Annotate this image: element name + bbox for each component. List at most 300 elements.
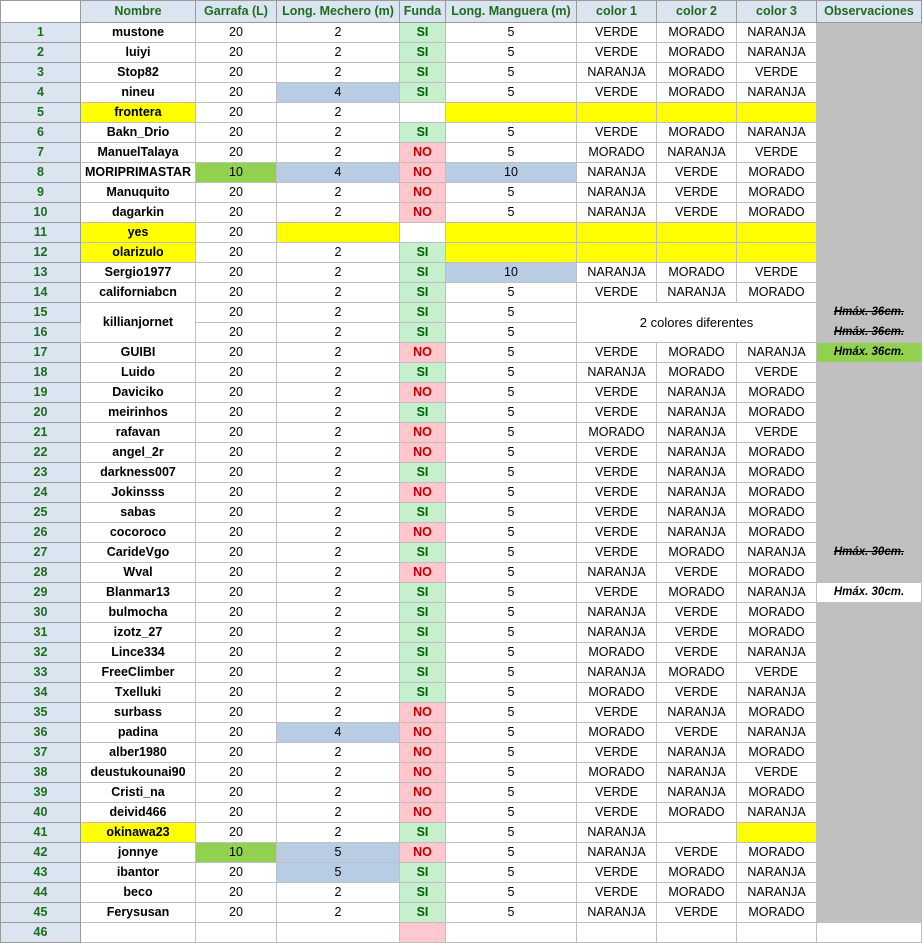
color2-cell[interactable]: VERDE [657, 843, 737, 863]
row-number[interactable]: 12 [1, 243, 81, 263]
funda-cell[interactable]: NO [400, 343, 446, 363]
color3-cell[interactable]: MORADO [737, 743, 817, 763]
color1-cell[interactable] [577, 923, 657, 943]
name-cell[interactable]: killianjornet [81, 303, 196, 343]
color3-cell[interactable]: NARANJA [737, 883, 817, 903]
color1-cell[interactable]: VERDE [577, 583, 657, 603]
color2-cell[interactable]: VERDE [657, 163, 737, 183]
name-cell[interactable]: darkness007 [81, 463, 196, 483]
color1-cell[interactable]: VERDE [577, 883, 657, 903]
row-number[interactable]: 40 [1, 803, 81, 823]
observaciones-cell[interactable] [817, 923, 922, 943]
row-number[interactable]: 22 [1, 443, 81, 463]
color2-cell[interactable]: VERDE [657, 723, 737, 743]
mechero-cell[interactable]: 2 [277, 523, 400, 543]
manguera-cell[interactable] [446, 243, 577, 263]
color3-cell[interactable]: MORADO [737, 523, 817, 543]
row-number[interactable]: 31 [1, 623, 81, 643]
garrafa-cell[interactable]: 20 [196, 243, 277, 263]
name-cell[interactable]: Stop82 [81, 63, 196, 83]
manguera-cell[interactable] [446, 223, 577, 243]
color1-cell[interactable]: MORADO [577, 723, 657, 743]
funda-cell[interactable]: NO [400, 783, 446, 803]
color3-cell[interactable]: MORADO [737, 703, 817, 723]
color3-cell[interactable]: MORADO [737, 603, 817, 623]
color2-cell[interactable]: VERDE [657, 623, 737, 643]
color2-cell[interactable]: MORADO [657, 803, 737, 823]
observaciones-cell[interactable] [817, 183, 922, 203]
garrafa-cell[interactable]: 20 [196, 203, 277, 223]
header-manguera[interactable]: Long. Manguera (m) [446, 1, 577, 23]
color3-cell[interactable]: NARANJA [737, 343, 817, 363]
funda-cell[interactable]: NO [400, 523, 446, 543]
color1-cell[interactable]: NARANJA [577, 603, 657, 623]
color1-cell[interactable]: VERDE [577, 283, 657, 303]
color2-cell[interactable]: MORADO [657, 883, 737, 903]
color3-cell[interactable]: MORADO [737, 383, 817, 403]
manguera-cell[interactable]: 5 [446, 623, 577, 643]
observaciones-cell[interactable] [817, 603, 922, 623]
name-cell[interactable]: padina [81, 723, 196, 743]
manguera-cell[interactable]: 5 [446, 763, 577, 783]
header-funda[interactable]: Funda [400, 1, 446, 23]
observaciones-cell[interactable] [817, 163, 922, 183]
color1-cell[interactable]: VERDE [577, 483, 657, 503]
manguera-cell[interactable]: 5 [446, 383, 577, 403]
color3-cell[interactable]: NARANJA [737, 723, 817, 743]
manguera-cell[interactable]: 5 [446, 463, 577, 483]
funda-cell[interactable]: NO [400, 703, 446, 723]
row-number[interactable]: 21 [1, 423, 81, 443]
color3-cell[interactable] [737, 823, 817, 843]
observaciones-cell[interactable] [817, 503, 922, 523]
observaciones-cell[interactable] [817, 403, 922, 423]
observaciones-cell[interactable] [817, 203, 922, 223]
observaciones-cell[interactable]: Hmáx. 36cm. [817, 323, 922, 343]
row-number[interactable]: 36 [1, 723, 81, 743]
row-number[interactable]: 35 [1, 703, 81, 723]
color1-cell[interactable]: VERDE [577, 403, 657, 423]
observaciones-cell[interactable] [817, 263, 922, 283]
color3-cell[interactable]: VERDE [737, 263, 817, 283]
mechero-cell[interactable]: 2 [277, 883, 400, 903]
manguera-cell[interactable]: 5 [446, 443, 577, 463]
funda-cell[interactable]: SI [400, 363, 446, 383]
manguera-cell[interactable]: 5 [446, 843, 577, 863]
funda-cell[interactable]: SI [400, 243, 446, 263]
observaciones-cell[interactable] [817, 563, 922, 583]
name-cell[interactable]: nineu [81, 83, 196, 103]
color1-cell[interactable]: NARANJA [577, 363, 657, 383]
mechero-cell[interactable]: 4 [277, 83, 400, 103]
color3-cell[interactable]: NARANJA [737, 583, 817, 603]
name-cell[interactable]: Txelluki [81, 683, 196, 703]
mechero-cell[interactable]: 5 [277, 843, 400, 863]
garrafa-cell[interactable]: 20 [196, 883, 277, 903]
funda-cell[interactable] [400, 223, 446, 243]
mechero-cell[interactable]: 2 [277, 903, 400, 923]
garrafa-cell[interactable]: 20 [196, 623, 277, 643]
header-nombre[interactable]: Nombre [81, 1, 196, 23]
color1-cell[interactable] [577, 243, 657, 263]
name-cell[interactable]: MORIPRIMASTAR [81, 163, 196, 183]
observaciones-cell[interactable] [817, 843, 922, 863]
row-number[interactable]: 34 [1, 683, 81, 703]
funda-cell[interactable] [400, 923, 446, 943]
garrafa-cell[interactable]: 20 [196, 263, 277, 283]
garrafa-cell[interactable]: 20 [196, 503, 277, 523]
funda-cell[interactable]: NO [400, 423, 446, 443]
color2-cell[interactable]: MORADO [657, 663, 737, 683]
mechero-cell[interactable]: 2 [277, 363, 400, 383]
funda-cell[interactable]: SI [400, 683, 446, 703]
name-cell[interactable]: mustone [81, 23, 196, 43]
color2-cell[interactable]: VERDE [657, 563, 737, 583]
color1-cell[interactable]: VERDE [577, 743, 657, 763]
color3-cell[interactable]: NARANJA [737, 543, 817, 563]
name-cell[interactable]: surbass [81, 703, 196, 723]
color1-cell[interactable]: VERDE [577, 43, 657, 63]
observaciones-cell[interactable] [817, 143, 922, 163]
color1-cell[interactable]: NARANJA [577, 63, 657, 83]
garrafa-cell[interactable]: 20 [196, 63, 277, 83]
color1-cell[interactable]: VERDE [577, 443, 657, 463]
manguera-cell[interactable]: 5 [446, 823, 577, 843]
garrafa-cell[interactable]: 20 [196, 803, 277, 823]
row-number[interactable]: 16 [1, 323, 81, 343]
color1-cell[interactable]: VERDE [577, 383, 657, 403]
observaciones-cell[interactable]: Hmáx. 30cm. [817, 543, 922, 563]
funda-cell[interactable]: SI [400, 303, 446, 323]
name-cell[interactable]: izotz_27 [81, 623, 196, 643]
name-cell[interactable]: deivid466 [81, 803, 196, 823]
row-number[interactable]: 29 [1, 583, 81, 603]
row-number[interactable]: 41 [1, 823, 81, 843]
color1-cell[interactable]: VERDE [577, 703, 657, 723]
mechero-cell[interactable]: 2 [277, 103, 400, 123]
color1-cell[interactable]: VERDE [577, 523, 657, 543]
mechero-cell[interactable]: 2 [277, 823, 400, 843]
garrafa-cell[interactable]: 20 [196, 703, 277, 723]
funda-cell[interactable]: SI [400, 603, 446, 623]
color3-cell[interactable]: MORADO [737, 443, 817, 463]
row-number[interactable]: 42 [1, 843, 81, 863]
row-number[interactable]: 44 [1, 883, 81, 903]
color1-cell[interactable]: VERDE [577, 803, 657, 823]
row-number[interactable]: 20 [1, 403, 81, 423]
color2-cell[interactable]: NARANJA [657, 743, 737, 763]
mechero-cell[interactable]: 2 [277, 383, 400, 403]
color1-cell[interactable]: NARANJA [577, 823, 657, 843]
color1-cell[interactable]: VERDE [577, 23, 657, 43]
manguera-cell[interactable]: 5 [446, 783, 577, 803]
color2-cell[interactable]: NARANJA [657, 463, 737, 483]
garrafa-cell[interactable]: 20 [196, 143, 277, 163]
mechero-cell[interactable]: 2 [277, 783, 400, 803]
color3-cell[interactable]: NARANJA [737, 643, 817, 663]
color1-cell[interactable]: VERDE [577, 463, 657, 483]
row-number[interactable]: 30 [1, 603, 81, 623]
observaciones-cell[interactable] [817, 23, 922, 43]
observaciones-cell[interactable] [817, 663, 922, 683]
mechero-cell[interactable]: 2 [277, 63, 400, 83]
observaciones-cell[interactable] [817, 523, 922, 543]
color2-cell[interactable]: VERDE [657, 203, 737, 223]
observaciones-cell[interactable] [817, 783, 922, 803]
name-cell[interactable]: rafavan [81, 423, 196, 443]
observaciones-cell[interactable]: Hmáx. 36cm. [817, 303, 922, 323]
mechero-cell[interactable]: 2 [277, 243, 400, 263]
color3-cell[interactable]: VERDE [737, 363, 817, 383]
observaciones-cell[interactable] [817, 723, 922, 743]
observaciones-cell[interactable] [817, 423, 922, 443]
color3-cell[interactable]: VERDE [737, 663, 817, 683]
color2-cell[interactable]: VERDE [657, 183, 737, 203]
manguera-cell[interactable]: 5 [446, 743, 577, 763]
color2-cell[interactable]: NARANJA [657, 763, 737, 783]
mechero-cell[interactable]: 2 [277, 283, 400, 303]
manguera-cell[interactable]: 5 [446, 903, 577, 923]
name-cell[interactable]: CarideVgo [81, 543, 196, 563]
manguera-cell[interactable] [446, 103, 577, 123]
garrafa-cell[interactable]: 20 [196, 403, 277, 423]
funda-cell[interactable]: NO [400, 143, 446, 163]
funda-cell[interactable]: SI [400, 663, 446, 683]
color2-cell[interactable]: NARANJA [657, 283, 737, 303]
funda-cell[interactable]: SI [400, 83, 446, 103]
mechero-cell[interactable]: 2 [277, 683, 400, 703]
garrafa-cell[interactable]: 20 [196, 183, 277, 203]
manguera-cell[interactable]: 5 [446, 883, 577, 903]
manguera-cell[interactable]: 5 [446, 603, 577, 623]
name-cell[interactable]: olarizulo [81, 243, 196, 263]
garrafa-cell[interactable]: 20 [196, 463, 277, 483]
manguera-cell[interactable]: 5 [446, 483, 577, 503]
mechero-cell[interactable]: 5 [277, 863, 400, 883]
color2-cell[interactable]: VERDE [657, 643, 737, 663]
row-number[interactable]: 13 [1, 263, 81, 283]
name-cell[interactable]: yes [81, 223, 196, 243]
color2-cell[interactable]: NARANJA [657, 503, 737, 523]
color1-cell[interactable]: NARANJA [577, 183, 657, 203]
manguera-cell[interactable]: 5 [446, 583, 577, 603]
mechero-cell[interactable]: 2 [277, 463, 400, 483]
observaciones-cell[interactable] [817, 683, 922, 703]
row-number[interactable]: 26 [1, 523, 81, 543]
garrafa-cell[interactable]: 20 [196, 563, 277, 583]
color1-cell[interactable]: VERDE [577, 83, 657, 103]
manguera-cell[interactable]: 10 [446, 263, 577, 283]
color1-cell[interactable] [577, 223, 657, 243]
color2-cell[interactable]: MORADO [657, 543, 737, 563]
garrafa-cell[interactable]: 20 [196, 43, 277, 63]
observaciones-cell[interactable] [817, 803, 922, 823]
color1-cell[interactable]: NARANJA [577, 623, 657, 643]
manguera-cell[interactable]: 5 [446, 63, 577, 83]
funda-cell[interactable]: NO [400, 383, 446, 403]
mechero-cell[interactable]: 2 [277, 583, 400, 603]
color2-cell[interactable]: MORADO [657, 43, 737, 63]
funda-cell[interactable]: NO [400, 563, 446, 583]
name-cell[interactable] [81, 923, 196, 943]
garrafa-cell[interactable]: 20 [196, 583, 277, 603]
manguera-cell[interactable]: 5 [446, 363, 577, 383]
funda-cell[interactable]: SI [400, 543, 446, 563]
manguera-cell[interactable]: 5 [446, 643, 577, 663]
color3-cell[interactable]: NARANJA [737, 803, 817, 823]
manguera-cell[interactable]: 5 [446, 703, 577, 723]
name-cell[interactable]: Manuquito [81, 183, 196, 203]
manguera-cell[interactable]: 5 [446, 403, 577, 423]
color2-cell[interactable]: MORADO [657, 363, 737, 383]
name-cell[interactable]: FreeClimber [81, 663, 196, 683]
row-number[interactable]: 18 [1, 363, 81, 383]
header-mechero[interactable]: Long. Mechero (m) [277, 1, 400, 23]
garrafa-cell[interactable]: 20 [196, 663, 277, 683]
color1-cell[interactable]: NARANJA [577, 663, 657, 683]
color3-cell[interactable]: NARANJA [737, 83, 817, 103]
funda-cell[interactable]: NO [400, 483, 446, 503]
manguera-cell[interactable]: 5 [446, 563, 577, 583]
observaciones-cell[interactable] [817, 383, 922, 403]
mechero-cell[interactable]: 2 [277, 143, 400, 163]
funda-cell[interactable]: SI [400, 503, 446, 523]
funda-cell[interactable]: SI [400, 903, 446, 923]
manguera-cell[interactable]: 5 [446, 423, 577, 443]
name-cell[interactable]: sabas [81, 503, 196, 523]
color2-cell[interactable] [657, 823, 737, 843]
mechero-cell[interactable]: 2 [277, 263, 400, 283]
funda-cell[interactable]: SI [400, 43, 446, 63]
color2-cell[interactable] [657, 103, 737, 123]
name-cell[interactable]: GUIBI [81, 343, 196, 363]
color2-cell[interactable]: MORADO [657, 63, 737, 83]
color1-cell[interactable]: NARANJA [577, 843, 657, 863]
color2-cell[interactable]: NARANJA [657, 443, 737, 463]
row-number[interactable]: 37 [1, 743, 81, 763]
garrafa-cell[interactable]: 20 [196, 743, 277, 763]
garrafa-cell[interactable]: 20 [196, 603, 277, 623]
name-cell[interactable]: ibantor [81, 863, 196, 883]
row-number[interactable]: 19 [1, 383, 81, 403]
color3-cell[interactable]: MORADO [737, 403, 817, 423]
color1-cell[interactable]: VERDE [577, 123, 657, 143]
color1-cell[interactable]: NARANJA [577, 263, 657, 283]
header-color2[interactable]: color 2 [657, 1, 737, 23]
mechero-cell[interactable]: 2 [277, 743, 400, 763]
garrafa-cell[interactable]: 20 [196, 723, 277, 743]
color2-cell[interactable]: MORADO [657, 83, 737, 103]
manguera-cell[interactable]: 10 [446, 163, 577, 183]
color3-cell[interactable]: NARANJA [737, 23, 817, 43]
garrafa-cell[interactable]: 20 [196, 423, 277, 443]
color3-cell[interactable] [737, 243, 817, 263]
garrafa-cell[interactable]: 20 [196, 683, 277, 703]
mechero-cell[interactable]: 2 [277, 603, 400, 623]
observaciones-cell[interactable] [817, 443, 922, 463]
funda-cell[interactable]: NO [400, 723, 446, 743]
color2-cell[interactable]: VERDE [657, 603, 737, 623]
color2-cell[interactable]: VERDE [657, 683, 737, 703]
observaciones-cell[interactable] [817, 823, 922, 843]
garrafa-cell[interactable]: 20 [196, 783, 277, 803]
color3-cell[interactable] [737, 103, 817, 123]
row-number[interactable]: 28 [1, 563, 81, 583]
colores-merged-cell[interactable]: 2 colores diferentes [577, 303, 817, 343]
color3-cell[interactable]: MORADO [737, 903, 817, 923]
color3-cell[interactable]: MORADO [737, 183, 817, 203]
mechero-cell[interactable]: 2 [277, 703, 400, 723]
manguera-cell[interactable]: 5 [446, 683, 577, 703]
manguera-cell[interactable]: 5 [446, 183, 577, 203]
color2-cell[interactable]: MORADO [657, 863, 737, 883]
garrafa-cell[interactable]: 20 [196, 523, 277, 543]
funda-cell[interactable]: SI [400, 403, 446, 423]
funda-cell[interactable]: NO [400, 803, 446, 823]
row-number[interactable]: 38 [1, 763, 81, 783]
color1-cell[interactable]: MORADO [577, 643, 657, 663]
funda-cell[interactable]: SI [400, 883, 446, 903]
color2-cell[interactable]: NARANJA [657, 423, 737, 443]
name-cell[interactable]: Jokinsss [81, 483, 196, 503]
name-cell[interactable]: angel_2r [81, 443, 196, 463]
manguera-cell[interactable]: 5 [446, 43, 577, 63]
row-number[interactable]: 6 [1, 123, 81, 143]
funda-cell[interactable] [400, 103, 446, 123]
mechero-cell[interactable]: 4 [277, 723, 400, 743]
manguera-cell[interactable]: 5 [446, 803, 577, 823]
manguera-cell[interactable]: 5 [446, 323, 577, 343]
funda-cell[interactable]: SI [400, 823, 446, 843]
color1-cell[interactable]: VERDE [577, 343, 657, 363]
manguera-cell[interactable]: 5 [446, 863, 577, 883]
manguera-cell[interactable]: 5 [446, 303, 577, 323]
mechero-cell[interactable]: 2 [277, 643, 400, 663]
observaciones-cell[interactable] [817, 903, 922, 923]
color1-cell[interactable]: VERDE [577, 783, 657, 803]
mechero-cell[interactable]: 2 [277, 483, 400, 503]
color2-cell[interactable]: NARANJA [657, 403, 737, 423]
mechero-cell[interactable]: 2 [277, 663, 400, 683]
observaciones-cell[interactable] [817, 103, 922, 123]
manguera-cell[interactable]: 5 [446, 503, 577, 523]
row-number[interactable]: 24 [1, 483, 81, 503]
color3-cell[interactable]: MORADO [737, 783, 817, 803]
garrafa-cell[interactable]: 20 [196, 343, 277, 363]
name-cell[interactable]: Blanmar13 [81, 583, 196, 603]
row-number[interactable]: 46 [1, 923, 81, 943]
row-number[interactable]: 14 [1, 283, 81, 303]
name-cell[interactable]: luiyi [81, 43, 196, 63]
row-number[interactable]: 43 [1, 863, 81, 883]
funda-cell[interactable]: NO [400, 443, 446, 463]
garrafa-cell[interactable]: 20 [196, 103, 277, 123]
color1-cell[interactable]: MORADO [577, 143, 657, 163]
row-number[interactable]: 17 [1, 343, 81, 363]
garrafa-cell[interactable]: 20 [196, 643, 277, 663]
funda-cell[interactable]: SI [400, 583, 446, 603]
color1-cell[interactable]: VERDE [577, 863, 657, 883]
name-cell[interactable]: ManuelTalaya [81, 143, 196, 163]
mechero-cell[interactable]: 2 [277, 343, 400, 363]
funda-cell[interactable]: NO [400, 163, 446, 183]
funda-cell[interactable]: SI [400, 863, 446, 883]
name-cell[interactable]: Luido [81, 363, 196, 383]
color3-cell[interactable]: MORADO [737, 203, 817, 223]
color2-cell[interactable]: MORADO [657, 343, 737, 363]
color3-cell[interactable]: MORADO [737, 503, 817, 523]
color2-cell[interactable] [657, 243, 737, 263]
